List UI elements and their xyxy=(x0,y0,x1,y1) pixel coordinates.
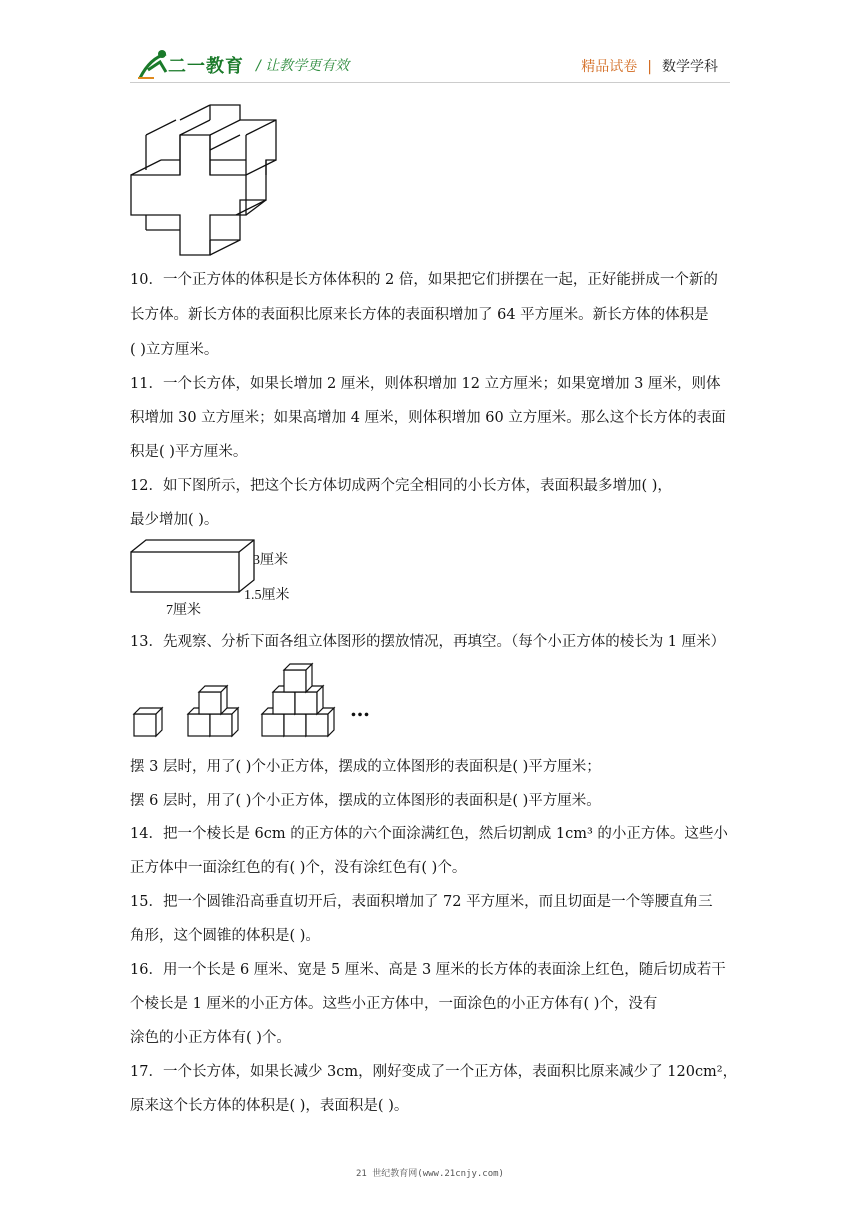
cube-stacks-ellipsis: … xyxy=(350,697,370,721)
cube-stacks-figure xyxy=(126,660,386,742)
q12-line1: 12．如下图所示，把这个长方体切成两个完全相同的小长方体，表面积最多增加( )， xyxy=(130,478,672,494)
q10-line1: 10．一个正方体的体积是长方体体积的 2 倍，如果把它们拼摆在一起，正好能拼成一个新的 xyxy=(130,272,718,288)
q11-line3: 积是( )平方厘米。 xyxy=(130,444,248,460)
q17-line1: 17．一个长方体，如果长减少 3cm，刚好变成了一个正方体，表面积比原来减少了 120cm²， xyxy=(130,1064,738,1080)
cross-solid-figure xyxy=(126,100,296,260)
header-divider xyxy=(130,82,730,83)
cuboid-figure xyxy=(126,536,316,620)
q13-line1: 13．先观察、分析下面各组立体图形的摆放情况，再填空。（每个小正方体的棱长为 1 厘米） xyxy=(130,634,726,650)
page-footer: 21 世纪教育网(www.21cnjy.com) xyxy=(356,1169,504,1179)
q17-line2: 原来这个长方体的体积是( )，表面积是( )。 xyxy=(130,1098,409,1114)
q14-line2: 正方体中一面涂红色的有( )个，没有涂红色有( )个。 xyxy=(130,860,467,876)
cuboid-height-label: 3厘米 xyxy=(253,553,288,568)
q11-line2: 积增加 30 立方厘米；如果高增加 4 厘米，则体积增加 60 立方厘米。那么这个长方体的表面 xyxy=(130,410,726,426)
q15-line2: 角形，这个圆锥的体积是( )。 xyxy=(130,928,320,944)
q10-line3: ( )立方厘米。 xyxy=(130,342,219,358)
q14-line1: 14．把一个棱长是 6cm 的正方体的六个面涂满红色，然后切割成 1cm³ 的小正方体。这些小 xyxy=(130,826,728,842)
q16-line3: 涂色的小正方体有( )个。 xyxy=(130,1030,291,1046)
page-header xyxy=(0,0,860,100)
header-label-exam: 精品试卷 xyxy=(581,59,638,75)
q15-line1: 15．把一个圆锥沿高垂直切开后，表面积增加了 72 平方厘米，而且切面是一个等腰直角三 xyxy=(130,894,713,910)
q16-line1: 16．用一个长是 6 厘米、宽是 5 厘米、高是 3 厘米的长方体的表面涂上红色，随后切成若干 xyxy=(130,962,726,978)
q16-line2: 个棱长是 1 厘米的小正方体。这些小正方体中，一面涂色的小正方体有( )个，没有 xyxy=(130,996,658,1012)
q13-line3: 摆 6 层时，用了( )个小正方体，摆成的立体图形的表面积是( )平方厘米。 xyxy=(130,793,601,809)
cuboid-width-label: 1.5厘米 xyxy=(244,588,290,603)
q10-line2: 长方体。新长方体的表面积比原来长方体的表面积增加了 64 平方厘米。新长方体的体积是 xyxy=(130,307,709,323)
q11-line1: 11．一个长方体，如果长增加 2 厘米，则体积增加 12 立方厘米；如果宽增加 3 厘米，则体 xyxy=(130,376,721,392)
q13-line2: 摆 3 层时，用了( )个小正方体，摆成的立体图形的表面积是( )平方厘米； xyxy=(130,759,601,775)
header-subject xyxy=(581,56,718,76)
logo-text: 二一教育 xyxy=(168,56,244,77)
slogan: / 让教学更有效 xyxy=(256,58,350,74)
q12-line2: 最少增加( )。 xyxy=(130,512,219,528)
header-separator: | xyxy=(647,59,652,75)
header-label-subject: 数学学科 xyxy=(662,59,718,75)
cuboid-length-label: 7厘米 xyxy=(166,603,201,618)
